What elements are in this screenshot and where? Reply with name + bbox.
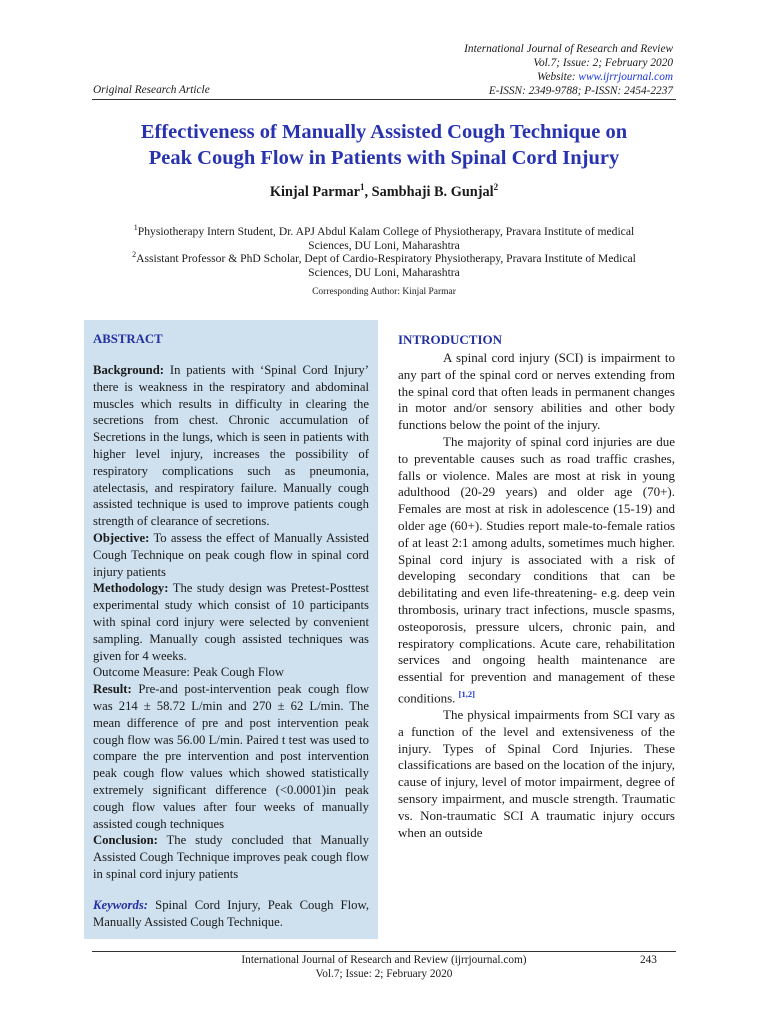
- introduction-heading: INTRODUCTION: [398, 332, 503, 347]
- header-website: [537, 70, 673, 84]
- abstract-methodology-text: The study design was Pretest-Posttest experimental study which consist of 10 participants with spinal cord injury were selected by convenient sampling. Manually cough assisted techniques was given for 4 weeks.: [93, 581, 369, 663]
- abstract-background: [93, 362, 369, 530]
- header-website-link[interactable]: www.ijrrjournal.com: [578, 71, 673, 83]
- corresponding-author: Corresponding Author: Kinjal Parmar: [312, 287, 456, 297]
- abstract-body: [93, 362, 369, 930]
- abstract-result: [93, 681, 369, 832]
- abstract-result-label: Result:: [93, 682, 132, 697]
- page-number: 243: [640, 954, 657, 966]
- affiliation-2-sup: 2: [132, 250, 137, 259]
- abstract-result-text: Pre-and post-intervention peak cough flow was 214 ± 58.72 L/min and 270 ± 62 L/min. The mean difference of pre and post intervention peak cough flow was 56.00 L/min. Paired t test was used to compare the pre intervention and post intervention peak cough flow values which showed statistically extremely significant difference (<0.0001)in peak cough flow values after four weeks of manually assisted cough techniques: [93, 682, 369, 831]
- author-separator: ,: [364, 183, 372, 200]
- paper-title-line-2: Peak Cough Flow in Patients with Spinal Cord Injury: [148, 147, 620, 169]
- affiliation-1-sup: 1: [133, 223, 138, 232]
- header-website-label: Website:: [537, 71, 579, 83]
- abstract-conclusion: [93, 832, 369, 882]
- affiliation-1-line-2: Sciences, DU Loni, Maharashtra: [308, 238, 460, 252]
- affiliation-2-line-2: Sciences, DU Loni, Maharashtra: [308, 265, 460, 279]
- abstract-background-label: Background:: [93, 363, 164, 377]
- introduction-paragraph-3: The physical impairments from SCI vary as a function of the level and extensiveness of the injury. Types of Spinal Cord Injuries. These classifications are based on the location of the injury, cause of injury, level of motor impairment, degree of sensory impairment, and muscle strength. Traumatic vs. Non-traumatic SCI A traumatic injury occurs when an outside: [398, 707, 675, 840]
- header-journal-name: International Journal of Research and Review: [464, 43, 673, 55]
- affiliation-2-line-1: Assistant Professor & PhD Scholar, Dept of Cardio-Respiratory Physiotherapy, Pravara Institute of Medical: [136, 251, 636, 265]
- affiliation-1-line-1: Physiotherapy Intern Student, Dr. APJ Abdul Kalam College of Physiotherapy, Pravara Institute of medical: [137, 224, 635, 238]
- author-1-affil: 1: [360, 182, 365, 192]
- affiliation-2: [100, 248, 668, 279]
- abstract-background-text: In patients with ‘Spinal Cord Injury’ there is weakness in the respiratory and abdominal muscles which results in difficulty in clearing the secretions from chest. Chronic accumulation of Secretions in the lungs, which is seen in patients with higher level injury, increases the possibility of respiratory complications such as pneumonia, atelectasis, and respiratory failure. Manually cough assisted technique is used to improve patients cough strength of clearance of secretions.: [93, 363, 369, 529]
- introduction-paragraph-1: A spinal cord injury (SCI) is impairment to any part of the spinal cord or nerves extending from the spinal cord that often leads in permanent changes in motor and/or sensory abilities and other body functions below the point of the injury.: [398, 350, 675, 433]
- author-1: Kinjal Parmar: [269, 183, 360, 200]
- author-2-affil: 2: [493, 182, 499, 192]
- abstract-objective: [93, 530, 369, 580]
- abstract-methodology-label: Methodology:: [93, 581, 169, 596]
- header-divider: [92, 99, 676, 100]
- keywords-label: Keywords:: [93, 897, 148, 912]
- introduction-paragraph-2-text: The majority of spinal cord injuries are due to preventable causes such as road traffic crashes, falls or violence. Males are most at risk in young adulthood (20-29 years) and older age (70+). Females are most at risk in adolescence (15-19) and older age (60+). Studies report male-to-female ratios of at least 2:1 among adults, sometimes much higher. Spinal cord injury is associated with a risk of developing secondary conditions that can be debilitating and even life-threatening- e.g. deep vein thrombosis, urinary tract infections, muscle spasms, osteoporosis, pressure ulcers, chronic pain, and respiratory complications. Acute care, rehabilitation services and ongoing health maintenance are essential for prevention and management of these conditions.: [398, 433, 675, 706]
- abstract-methodology: [93, 580, 369, 664]
- citation-link[interactable]: [1,2]: [458, 688, 475, 699]
- footer-journal: International Journal of Research and Review (ijrrjournal.com): [241, 954, 527, 966]
- introduction-body: [398, 350, 675, 841]
- abstract-conclusion-label: Conclusion:: [93, 833, 158, 848]
- abstract-objective-label: Objective:: [93, 530, 150, 545]
- paper-title-line-1: Effectiveness of Manually Assisted Cough Technique on: [140, 121, 628, 143]
- abstract-keywords: [93, 897, 369, 931]
- footer-divider: [92, 951, 676, 952]
- abstract-outcome: Outcome Measure: Peak Cough Flow: [93, 665, 284, 680]
- author-2: Sambhaji B. Gunjal: [371, 183, 494, 200]
- paper-title: [60, 119, 708, 171]
- footer-volume: Vol.7; Issue: 2; February 2020: [315, 968, 453, 980]
- author-list: [0, 182, 768, 201]
- introduction-paragraph-2: [398, 434, 675, 707]
- abstract-heading: ABSTRACT: [93, 332, 163, 346]
- header-issn: E-ISSN: 2349-9788; P-ISSN: 2454-2237: [488, 85, 673, 97]
- header-volume: Vol.7; Issue: 2; February 2020: [533, 57, 673, 69]
- abstract-objective-text: To assess the effect of Manually Assisted Cough Technique on peak cough flow in spinal cord injury patients: [93, 530, 369, 579]
- keywords-text: Spinal Cord Injury, Peak Cough Flow, Manually Assisted Cough Technique.: [93, 897, 369, 929]
- abstract-conclusion-text: The study concluded that Manually Assisted Cough Technique improves peak cough flow in spinal cord injury patients: [93, 833, 369, 881]
- article-type: Original Research Article: [93, 84, 210, 96]
